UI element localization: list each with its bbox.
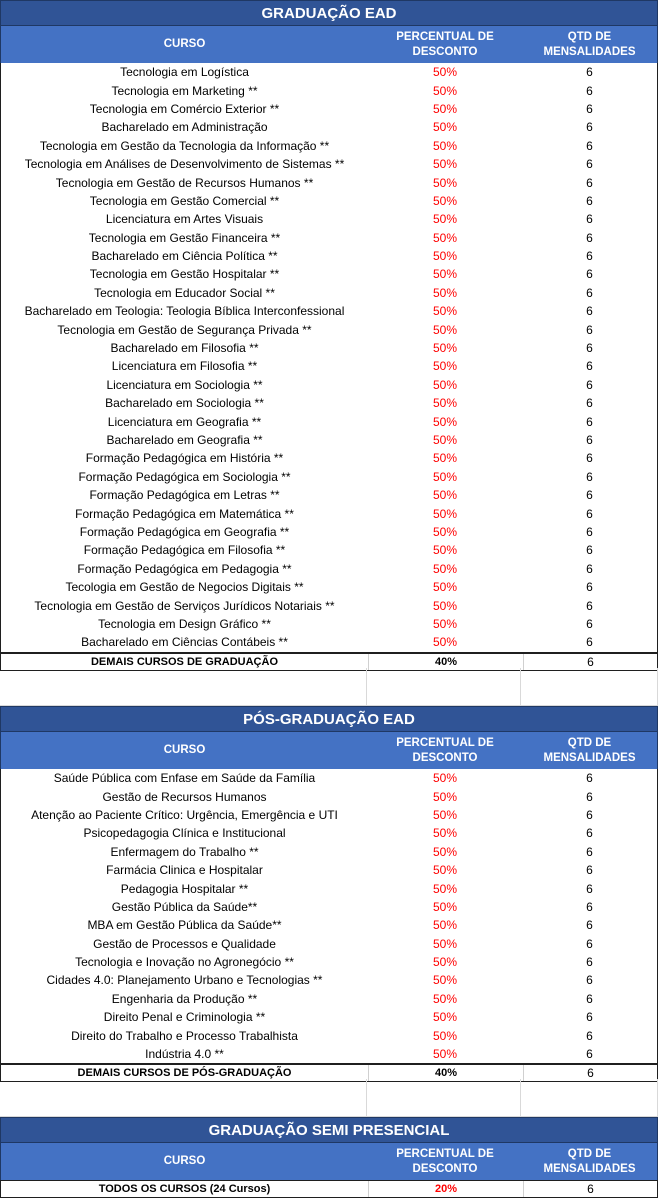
table-row [1, 1008, 657, 1026]
header-qtd: QTD DE MENSALIDADES [543, 736, 636, 764]
installments-cell: 6 [586, 396, 593, 411]
header-percentual: PERCENTUAL DE DESCONTO [396, 1147, 494, 1175]
installments-cell: 6 [586, 322, 593, 337]
course-cell: Tecnologia em Gestão de Recursos Humanos ** [55, 175, 314, 190]
spacer-grid [0, 1079, 658, 1117]
discount-cell: 50% [432, 598, 458, 613]
table-row [1, 449, 657, 467]
discount-cell: 50% [432, 65, 458, 80]
installments-cell: 6 [586, 881, 593, 896]
discount-cell: 50% [432, 414, 458, 429]
course-cell: Tecnologia em Gestão Hospitalar ** [89, 267, 280, 282]
course-cell: Formação Pedagógica em História ** [85, 451, 284, 466]
graduacao-title: GRADUAÇÃO EAD [0, 0, 658, 26]
header-qtd: QTD DE MENSALIDADES [543, 30, 636, 58]
total-curso: DEMAIS CURSOS DE PÓS-GRADUAÇÃO [77, 1067, 292, 1080]
table-row [1, 302, 657, 320]
table-row [1, 137, 657, 155]
discount-cell: 50% [432, 580, 458, 595]
discount-cell: 50% [432, 230, 458, 245]
discount-cell: 50% [432, 433, 458, 447]
course-cell: Enfermagem do Trabalho ** [110, 844, 259, 859]
table-row [1, 155, 657, 173]
total-curso: TODOS OS CURSOS (24 Cursos) [98, 1183, 271, 1195]
discount-cell: 50% [432, 304, 458, 319]
installments-cell: 6 [586, 789, 593, 804]
discount-cell: 50% [432, 138, 458, 153]
discount-cell: 50% [432, 120, 458, 135]
posgraduacao-header-row [0, 732, 658, 769]
table-row [1, 412, 657, 430]
course-cell: Tecnologia em Gestão Financeira ** [88, 230, 281, 245]
total-qtd: 6 [587, 1182, 594, 1196]
installments-cell: 6 [586, 955, 593, 970]
table-row [1, 990, 657, 1008]
course-cell: Formação Pedagógica em Geografia ** [79, 524, 290, 539]
course-cell: Tecnologia em Design Gráfico ** [98, 616, 271, 631]
table-row [1, 633, 657, 651]
installments-cell: 6 [586, 918, 593, 933]
table-row [1, 787, 657, 805]
discount-cell: 50% [432, 826, 458, 841]
course-cell: Licenciatura em Artes Visuais [105, 212, 264, 227]
discount-cell: 50% [432, 249, 458, 264]
installments-cell: 6 [586, 193, 593, 208]
course-cell: Direito do Trabalho e Processo Trabalhista [71, 1028, 298, 1043]
table-row [1, 971, 657, 989]
installments-cell: 6 [586, 451, 593, 466]
table-row [1, 541, 657, 559]
installments-cell: 6 [586, 157, 593, 172]
course-cell: Atenção ao Paciente Crítico: Urgência, Emergência e UTI [31, 807, 338, 822]
installments-cell: 6 [586, 249, 593, 264]
installments-cell: 6 [586, 304, 593, 319]
course-cell: Tecnologia em Gestão de Serviços Jurídicos Notariais ** [34, 598, 335, 613]
discount-cell: 50% [432, 506, 458, 521]
discount-cell: 50% [432, 844, 458, 859]
discount-cell: 50% [432, 1047, 458, 1062]
course-cell: Tecnologia e Inovação no Agronegócio ** [75, 955, 294, 970]
header-qtd: QTD DE MENSALIDADES [543, 1147, 636, 1175]
table-row [1, 898, 657, 916]
course-cell: Psicopedagogia Clínica e Institucional [83, 826, 286, 841]
installments-cell: 6 [586, 524, 593, 539]
course-cell: Gestão de Processos e Qualidade [93, 936, 276, 951]
discount-cell: 50% [432, 341, 458, 356]
posgraduacao-title: PÓS-GRADUAÇÃO EAD [0, 706, 658, 732]
installments-cell: 6 [586, 899, 593, 914]
installments-cell: 6 [586, 120, 593, 135]
discount-cell: 50% [432, 488, 458, 503]
installments-cell: 6 [586, 635, 593, 650]
table-row [1, 615, 657, 633]
course-cell: Direito Penal e Criminologia ** [103, 1010, 266, 1025]
course-cell: Engenharia da Produção ** [111, 991, 258, 1006]
discount-cell: 50% [432, 973, 458, 988]
course-cell: Tecnologia em Educador Social ** [94, 285, 275, 300]
installments-cell: 6 [586, 1010, 593, 1025]
course-cell: Bacharelado em Sociologia ** [105, 396, 264, 411]
table-row [1, 578, 657, 596]
posgraduacao-table [0, 706, 658, 1082]
discount-cell: 50% [432, 991, 458, 1006]
discount-cell: 50% [432, 936, 458, 951]
graduacao-header-row [0, 26, 658, 63]
table-row [1, 769, 657, 787]
discount-cell: 50% [432, 267, 458, 282]
course-cell: Pedagogia Hospitalar ** [120, 881, 249, 896]
installments-cell: 6 [586, 488, 593, 503]
installments-cell: 6 [586, 991, 593, 1006]
table-row [1, 486, 657, 504]
course-cell: Bacharelado em Ciências Contábeis ** [81, 635, 288, 650]
table-row [1, 210, 657, 228]
semipresencial-header-row [0, 1143, 658, 1180]
installments-cell: 6 [586, 807, 593, 822]
course-cell: Gestão Pública da Saúde** [111, 899, 258, 914]
discount-cell: 50% [432, 635, 458, 650]
spacer-grid [0, 668, 658, 706]
installments-cell: 6 [586, 863, 593, 878]
table-row [1, 118, 657, 136]
table-row [1, 394, 657, 412]
installments-cell: 6 [586, 65, 593, 80]
course-cell: Tecnologia em Logística [120, 65, 249, 80]
installments-cell: 6 [586, 1047, 593, 1062]
table-row [1, 81, 657, 99]
installments-cell: 6 [586, 230, 593, 245]
installments-cell: 6 [586, 844, 593, 859]
installments-cell: 6 [586, 83, 593, 98]
table-row [1, 173, 657, 191]
discount-cell: 50% [432, 863, 458, 878]
installments-cell: 6 [586, 561, 593, 576]
header-curso: CURSO [163, 38, 206, 50]
header-curso: CURSO [163, 1155, 206, 1167]
table-row [1, 1026, 657, 1044]
installments-cell: 6 [586, 936, 593, 951]
installments-cell: 6 [586, 101, 593, 116]
course-cell: Tecnologia em Comércio Exterior ** [89, 101, 280, 116]
discount-cell: 50% [432, 396, 458, 411]
header-percentual: PERCENTUAL DE DESCONTO [396, 736, 494, 764]
table-row [1, 192, 657, 210]
total-pct: 40% [368, 654, 524, 670]
total-pct: 40% [368, 1065, 524, 1081]
table-row [1, 1045, 657, 1063]
installments-cell: 6 [586, 341, 593, 356]
installments-cell: 6 [586, 973, 593, 988]
discount-cell: 50% [432, 561, 458, 576]
table-row [1, 63, 657, 81]
installments-cell: 6 [586, 598, 593, 613]
total-qtd: 6 [587, 654, 594, 669]
course-cell: Tecologia em Gestão de Negocios Digitais ** [65, 580, 304, 595]
semipresencial-table [0, 1117, 658, 1198]
discount-cell: 50% [432, 359, 458, 374]
table-row [1, 265, 657, 283]
installments-cell: 6 [586, 616, 593, 631]
course-cell: Bacharelado em Teologia: Teologia Bíblica Interconfessional [24, 304, 345, 319]
course-cell: Indústria 4.0 ** [145, 1047, 224, 1062]
discount-cell: 50% [432, 807, 458, 822]
table-row [1, 339, 657, 357]
posgraduacao-rows [0, 769, 658, 1064]
table-row [1, 504, 657, 522]
table-row [1, 357, 657, 375]
course-cell: Tecnologia em Gestão Comercial ** [89, 193, 280, 208]
installments-cell: 6 [586, 138, 593, 153]
installments-cell: 6 [586, 826, 593, 841]
installments-cell: 6 [586, 433, 593, 447]
table-row [1, 806, 657, 824]
total-curso: DEMAIS CURSOS DE GRADUAÇÃO [90, 655, 278, 668]
discount-cell: 50% [432, 322, 458, 337]
course-cell: Formação Pedagógica em Pedagogia ** [77, 561, 292, 576]
installments-cell: 6 [586, 506, 593, 521]
installments-cell: 6 [586, 414, 593, 429]
course-cell: Bacharelado em Administração [101, 120, 268, 135]
course-cell: Licenciatura em Sociologia ** [106, 377, 263, 392]
installments-cell: 6 [586, 469, 593, 484]
table-row [1, 247, 657, 265]
course-cell: Tecnologia em Análises de Desenvolvimento de Sistemas ** [24, 157, 345, 172]
installments-cell: 6 [586, 175, 593, 190]
table-row [1, 523, 657, 541]
discount-cell: 50% [432, 771, 458, 786]
installments-cell: 6 [586, 285, 593, 300]
table-row [1, 843, 657, 861]
discount-cell: 50% [432, 955, 458, 970]
course-cell: Tecnologia em Marketing ** [111, 83, 258, 98]
table-row [1, 935, 657, 953]
course-cell: Saúde Pública com Enfase em Saúde da Família [53, 771, 316, 786]
discount-cell: 50% [432, 1010, 458, 1025]
discount-cell: 50% [432, 524, 458, 539]
table-row [1, 376, 657, 394]
table-row [1, 100, 657, 118]
discount-cell: 50% [432, 918, 458, 933]
table-row [1, 953, 657, 971]
semipresencial-total-row [0, 1180, 658, 1198]
course-cell: Formação Pedagógica em Matemática ** [75, 506, 294, 521]
header-percentual: PERCENTUAL DE DESCONTO [396, 30, 494, 58]
discount-cell: 50% [432, 101, 458, 116]
course-cell: Formação Pedagógica em Sociologia ** [78, 469, 291, 484]
course-cell: Farmácia Clinica e Hospitalar [106, 863, 263, 878]
table-row [1, 229, 657, 247]
table-row [1, 916, 657, 934]
table-row [1, 431, 657, 449]
course-cell: Formação Pedagógica em Filosofia ** [83, 543, 286, 558]
course-cell: Bacharelado em Filosofia ** [110, 341, 259, 356]
table-row [1, 824, 657, 842]
discount-cell: 50% [432, 193, 458, 208]
installments-cell: 6 [586, 1028, 593, 1043]
table-row [1, 560, 657, 578]
total-pct: 20% [368, 1181, 524, 1197]
semipresencial-title: GRADUAÇÃO SEMI PRESENCIAL [0, 1117, 658, 1143]
discount-cell: 50% [432, 469, 458, 484]
installments-cell: 6 [586, 771, 593, 786]
installments-cell: 6 [586, 267, 593, 282]
graduacao-rows [0, 63, 658, 653]
table-row [1, 284, 657, 302]
course-cell: Formação Pedagógica em Letras ** [89, 488, 280, 503]
installments-cell: 6 [586, 359, 593, 374]
discount-cell: 50% [432, 789, 458, 804]
discount-cell: 50% [432, 1028, 458, 1043]
discount-cell: 50% [432, 899, 458, 914]
table-row [1, 861, 657, 879]
installments-cell: 6 [586, 212, 593, 227]
discount-cell: 50% [432, 881, 458, 896]
discount-cell: 50% [432, 175, 458, 190]
course-cell: Tecnologia em Gestão de Segurança Privada ** [57, 322, 312, 337]
discount-cell: 50% [432, 83, 458, 98]
discount-cell: 50% [432, 377, 458, 392]
table-row [1, 468, 657, 486]
installments-cell: 6 [586, 543, 593, 558]
course-cell: Licenciatura em Filosofia ** [111, 359, 258, 374]
course-cell: Tecnologia em Gestão da Tecnologia da Informação ** [39, 138, 330, 153]
course-cell: Bacharelado em Geografia ** [106, 433, 263, 447]
discount-cell: 50% [432, 543, 458, 558]
table-row [1, 320, 657, 338]
discount-cell: 50% [432, 157, 458, 172]
course-cell: Cidades 4.0: Planejamento Urbano e Tecnologias ** [46, 973, 323, 988]
installments-cell: 6 [586, 377, 593, 392]
course-cell: Bacharelado em Ciência Política ** [91, 249, 278, 264]
table-row [1, 879, 657, 897]
discount-cell: 50% [432, 285, 458, 300]
discount-cell: 50% [432, 616, 458, 631]
discount-cell: 50% [432, 212, 458, 227]
course-cell: MBA em Gestão Pública da Saúde** [87, 918, 282, 933]
header-curso: CURSO [163, 744, 206, 756]
discount-cell: 50% [432, 451, 458, 466]
total-qtd: 6 [587, 1066, 594, 1081]
installments-cell: 6 [586, 580, 593, 595]
course-cell: Gestão de Recursos Humanos [102, 789, 267, 804]
table-row [1, 596, 657, 614]
course-cell: Licenciatura em Geografia ** [107, 414, 262, 429]
